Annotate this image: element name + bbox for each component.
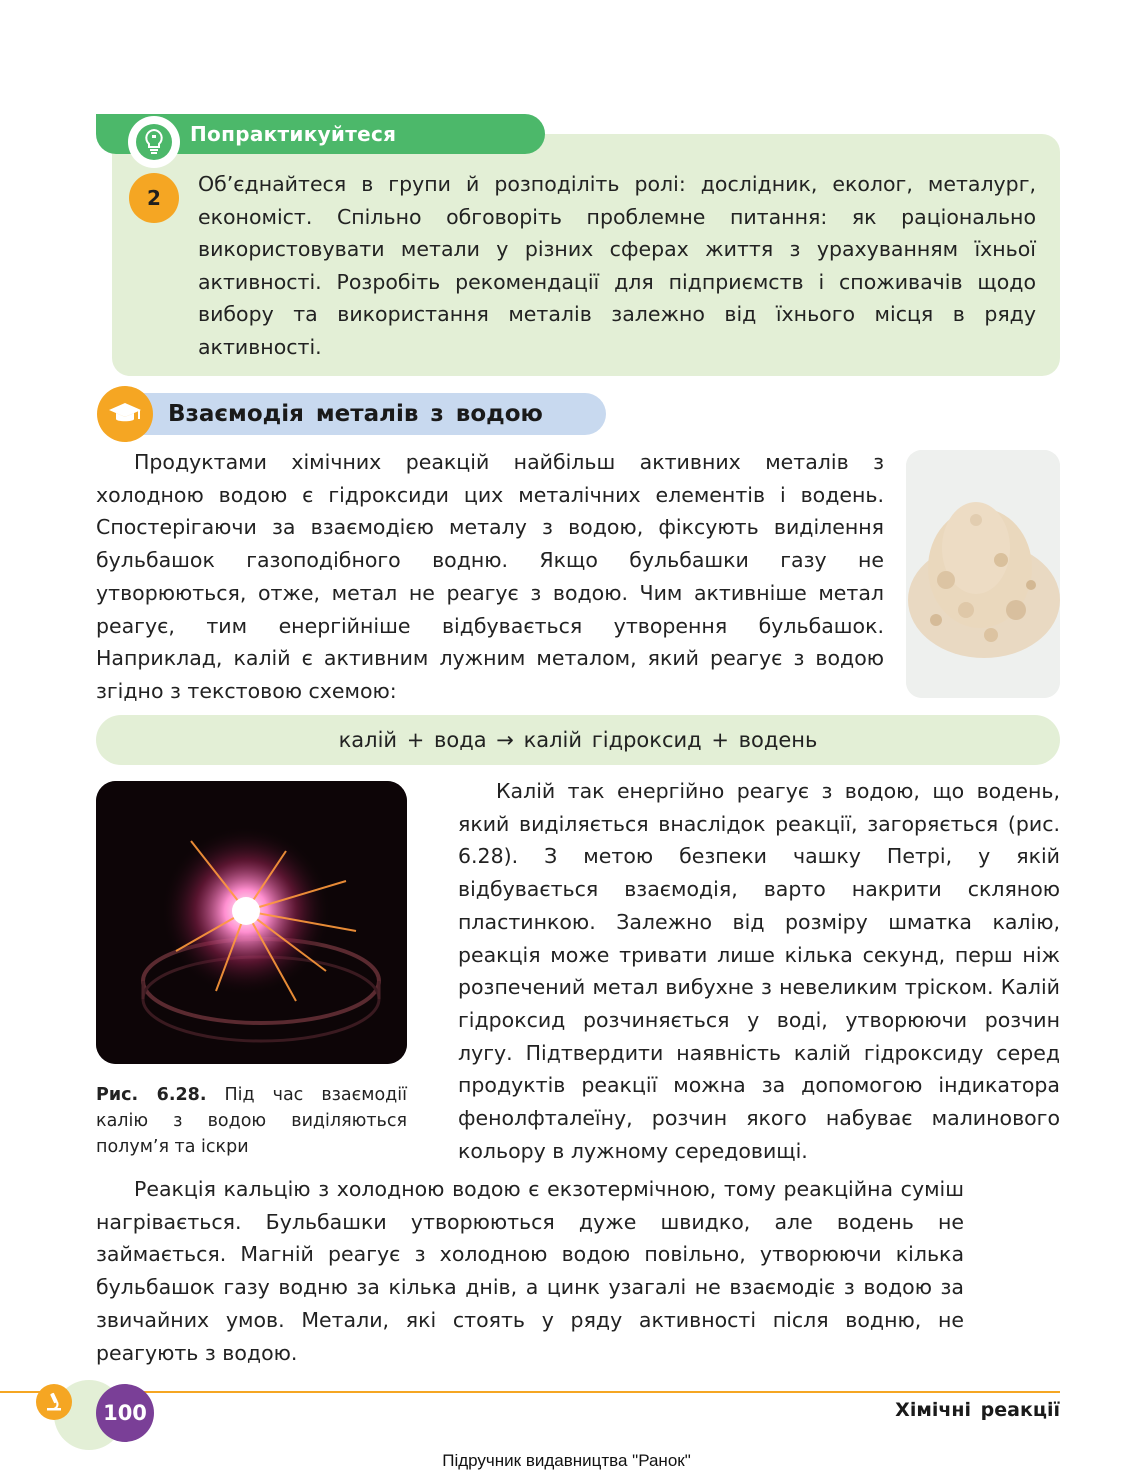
page-number: 100 (96, 1384, 154, 1442)
practice-title: Попрактикуйтеся (190, 122, 397, 146)
microscope-icon (36, 1384, 72, 1420)
figure-caption (96, 1082, 407, 1160)
lightbulb-puzzle-icon (128, 116, 180, 168)
paragraph-3: Реакція кальцію з холодною водою є екзотермічною, тому реакційна суміш нагрівається. Бульбашки утворюються дуже швидко, але водень не займається. Магній реагує з холодною водою повільно, утворюючи кілька бульбашок газу водню за кілька днів, а цинк узагалі не взаємодіє з водою за звичайних умов. Метали, які стоять у ряду активності після водню, не реагують з водою. (96, 1177, 964, 1365)
publisher-note: Підручник видавництва "Ранок" (442, 1451, 691, 1470)
paragraph-2: Калій так енергійно реагує з водою, що водень, який виділяється внаслідок реакції, загоряється (рис. 6.28). З метою безпеки чашку Петрі, у якій відбувається взаємодія, варто накрити скляною пластинкою. Залежно від розміру шматка калію, реакція може тривати лише кілька секунд, перш ніж розпечений метал вибухне з невеликим тріском. Калій гідроксид розчиняється у воді, утворюючи розчин лугу. Підтвердити наявність калій гідроксиду серед продуктів реакції можна за допомогою індикатора фенолфталеїну, розчин якого набуває малинового кольору в лужному середовищі. (458, 779, 1060, 1163)
potassium-reaction-photo (96, 781, 407, 1064)
practice-task-text: Об’єднайтеся в групи й розподіліть ролі: дослідник, еколог, металург, економіст. Спільно обговоріть проблемне питання: як раціонально використовувати метали у різних сферах життя з урахуванням їхньої активності. Розробіть рекомендації для підприємств і споживачів щодо вибору та використання металів залежно від їхнього місця в ряду активності. (198, 172, 1036, 359)
powder-image (906, 450, 1060, 698)
section-title: Взаємодія металів з водою (168, 401, 543, 427)
figure-caption-text: Під час взаємодії калію з водою виділяються полум’я та іскри (96, 1085, 407, 1157)
graduation-cap-icon (97, 386, 153, 442)
task-number-badge: 2 (129, 173, 179, 223)
chapter-title: Хімічні реакції (895, 1399, 1060, 1421)
reaction-scheme: калій + вода → калій гідроксид + водень (96, 715, 1060, 765)
figure-label: Рис. 6.28. (96, 1085, 207, 1105)
paragraph-1: Продуктами хімічних реакцій найбільш активних металів з холодною водою є гідроксиди цих металічних елементів і водень. Спостерігаючи за взаємодією металу з водою, фіксують виділення бульбашок газоподібного водню. Якщо бульбашки газу не утворюються, отже, метал не реагує з водою. Чим активніше метал реагує, тим енергійніше відбувається утворення бульбашок. Наприклад, калій є активним лужним металом, який реагує з водою згідно з текстовою схемою: (96, 450, 884, 703)
footer-divider (0, 1391, 1060, 1393)
